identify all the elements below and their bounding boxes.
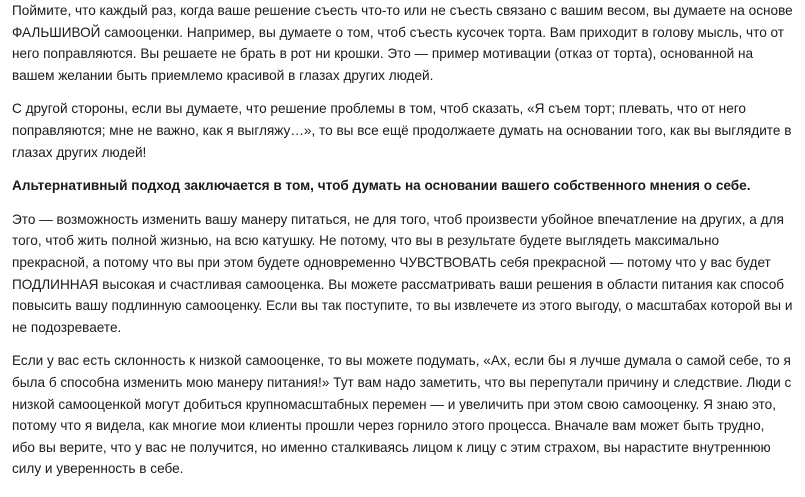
text-line: Поймите, что каждый раз, когда ваше решение съесть что-то или не съесть связано с вашим весом, вы думаете на основе (12, 3, 793, 18)
text-line: не подозреваете. (12, 319, 122, 335)
text-line: поправляются; мне не важно, как я выгляжу…», то вы все ещё продолжаете думать на основании того, как вы выглядите в (12, 122, 792, 138)
text-line: Это — возможность изменить вашу манеру питаться, не для того, чтоб произвести убойное впечатление на других, а для (12, 211, 784, 227)
paragraph-alternative-approach (12, 175, 802, 197)
paragraph-opportunity (12, 209, 802, 339)
text-line: того, чтоб жить полной жизнью, на всю катушку. Не потому, что вы в результате будете выглядеть максимально (12, 233, 720, 249)
text-line: Если у вас есть склонность к низкой самооценке, то вы можете подумать, «Ах, если бы я лучше думала о самой себе, то я (12, 353, 791, 369)
text-line: глазах других людей! (12, 144, 147, 160)
paragraph-low-self-esteem (12, 350, 802, 480)
article-body (12, 0, 802, 492)
paragraph-other-side (12, 98, 802, 163)
text-line: ибо вы верите, что у вас не получится, но именно сталкиваясь лицом к лицу с этим страхом, вы нарастите внутреннюю (12, 439, 771, 455)
text-line: ПОДЛИННАЯ высокая и счастливая самооценка. Вы можете рассматривать ваши решения в области питания как способ (12, 276, 785, 292)
text-line: ФАЛЬШИВОЙ самооценки. Например, вы думаете о том, чтоб съесть кусочек торта. Вам приходит в голову мысль, что от (12, 24, 785, 40)
text-line: была б способна изменить мою манеру питания!» Тут вам надо заметить, что вы перепутали причину и следствие. Люди с (12, 374, 792, 390)
text-line: прекрасной, а потому что вы при этом будете одновременно ЧУВСТВОВАТЬ себя прекрасной — потому что у вас будет (12, 254, 771, 270)
text-line: силу и уверенность в себе. (12, 461, 184, 477)
text-line: него поправляются. Вы решаете не брать в рот ни крошки. Это — пример мотивации (отказ от торта), основанной на (12, 46, 754, 62)
text-line: Альтернативный подход заключается в том, чтоб думать на основании вашего собственного мнения о себе. (12, 178, 751, 194)
paragraph-false-self-esteem (12, 0, 802, 86)
text-line: С другой стороны, если вы думаете, что решение проблемы в том, чтоб сказать, «Я съем торт; плевать, что от него (12, 101, 746, 117)
text-line: потому что я видела, как многие мои клиенты прошли через горнило этого процесса. Вначале вам может быть трудно, (12, 418, 765, 434)
text-line: низкой самооценкой могут добиться крупномасштабных перемен — и увеличить при этом свою самооценку. Я знаю это, (12, 396, 776, 412)
text-line: повысить вашу подлинную самооценку. Если вы так поступите, то вы извлечете из этого выгоду, о масштабах которой вы и (12, 298, 793, 314)
text-line: вашем желании быть приемлемо красивой в глазах других людей. (12, 67, 434, 83)
